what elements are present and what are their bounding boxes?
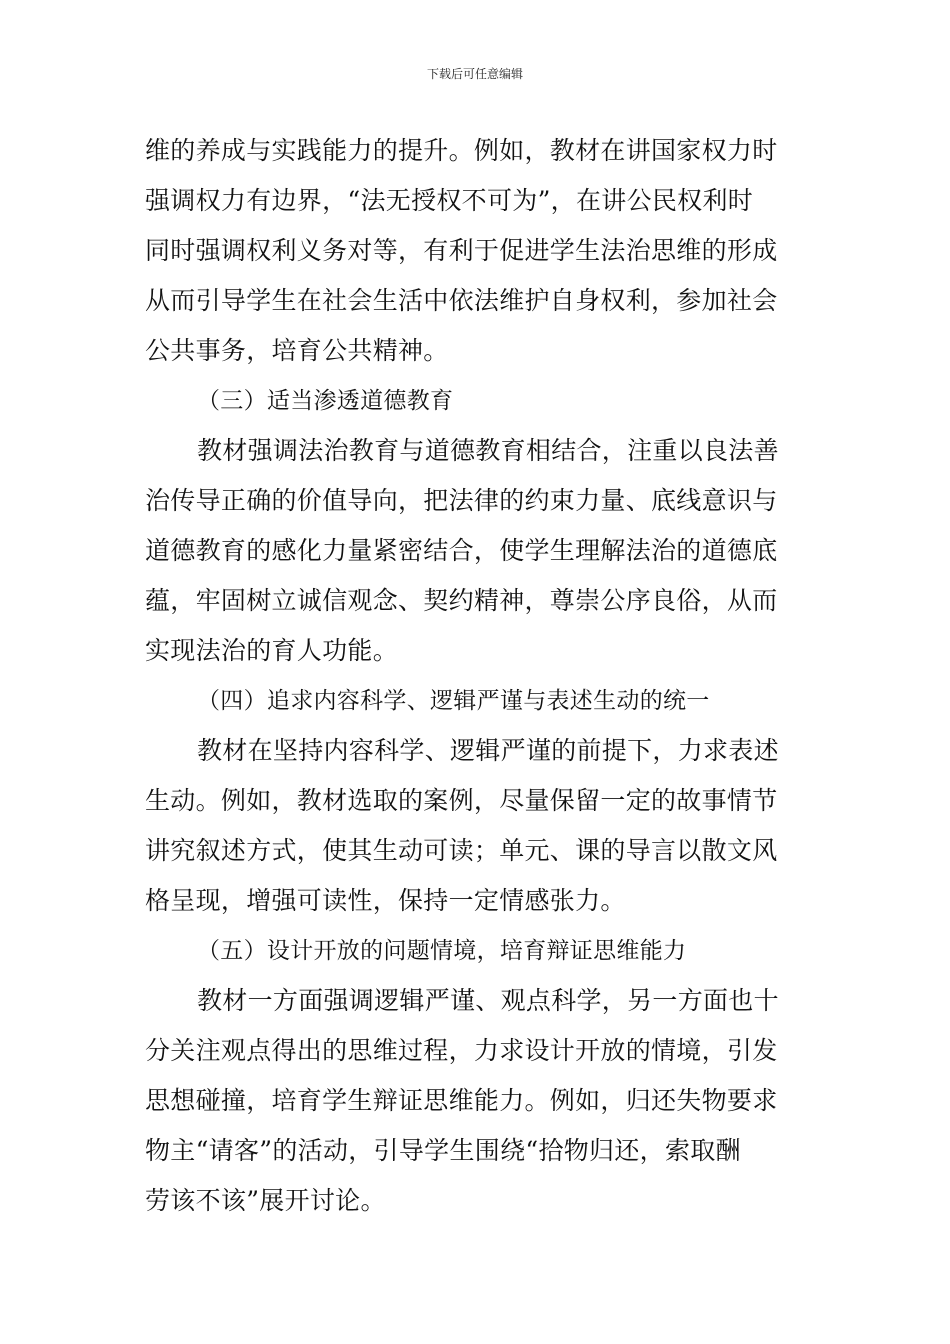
text-line: 公共事务，培育公共精神。	[145, 336, 449, 365]
text-line: 思想碰撞，培育学生辩证思维能力。例如，归还失物要求	[145, 1086, 778, 1115]
text-line: 维的养成与实践能力的提升。例如，教材在讲国家权力时	[145, 136, 778, 165]
section-heading: （三）适当渗透道德教育	[197, 388, 454, 414]
text-line: 治传导正确的价值导向，把法律的约束力量、底线意识与	[145, 486, 778, 515]
paragraph-first-line: 教材在坚持内容科学、逻辑严谨的前提下，力求表述	[197, 736, 779, 765]
text-line: 同时强调权利义务对等，有利于促进学生法治思维的形成	[145, 236, 778, 265]
text-line: 生动。例如，教材选取的案例，尽量保留一定的故事情节	[145, 786, 778, 815]
section-heading: （四）追求内容科学、逻辑严谨与表述生动的统一	[197, 688, 710, 714]
text-line: 劳该不该”展开讨论。	[145, 1186, 386, 1215]
page-header-note: 下载后可任意编辑	[426, 67, 523, 81]
text-line: 蕴，牢固树立诚信观念、契约精神，尊崇公序良俗，从而	[145, 586, 778, 615]
text-line: 强调权力有边界，“法无授权不可为”，在讲公民权利时	[145, 186, 754, 215]
paragraph-first-line: 教材一方面强调逻辑严谨、观点科学，另一方面也十	[197, 986, 779, 1015]
text-line: 格呈现，增强可读性，保持一定情感张力。	[145, 886, 626, 915]
text-line: 讲究叙述方式，使其生动可读；单元、课的导言以散文风	[145, 836, 778, 865]
text-line: 实现法治的育人功能。	[145, 636, 399, 665]
text-line: 从而引导学生在社会生活中依法维护自身权利，参加社会	[145, 286, 778, 315]
document-body	[145, 126, 810, 1226]
text-line: 分关注观点得出的思维过程，力求设计开放的情境，引发	[145, 1036, 778, 1065]
paragraph-first-line: 教材强调法治教育与道德教育相结合，注重以良法善	[197, 436, 779, 465]
text-line: 道德教育的感化力量紧密结合，使学生理解法治的道德底	[145, 536, 778, 565]
section-heading: （五）设计开放的问题情境，培育辩证思维能力	[197, 938, 687, 964]
text-line: 物主“请客”的活动，引导学生围绕“拾物归还，索取酬	[145, 1136, 741, 1165]
